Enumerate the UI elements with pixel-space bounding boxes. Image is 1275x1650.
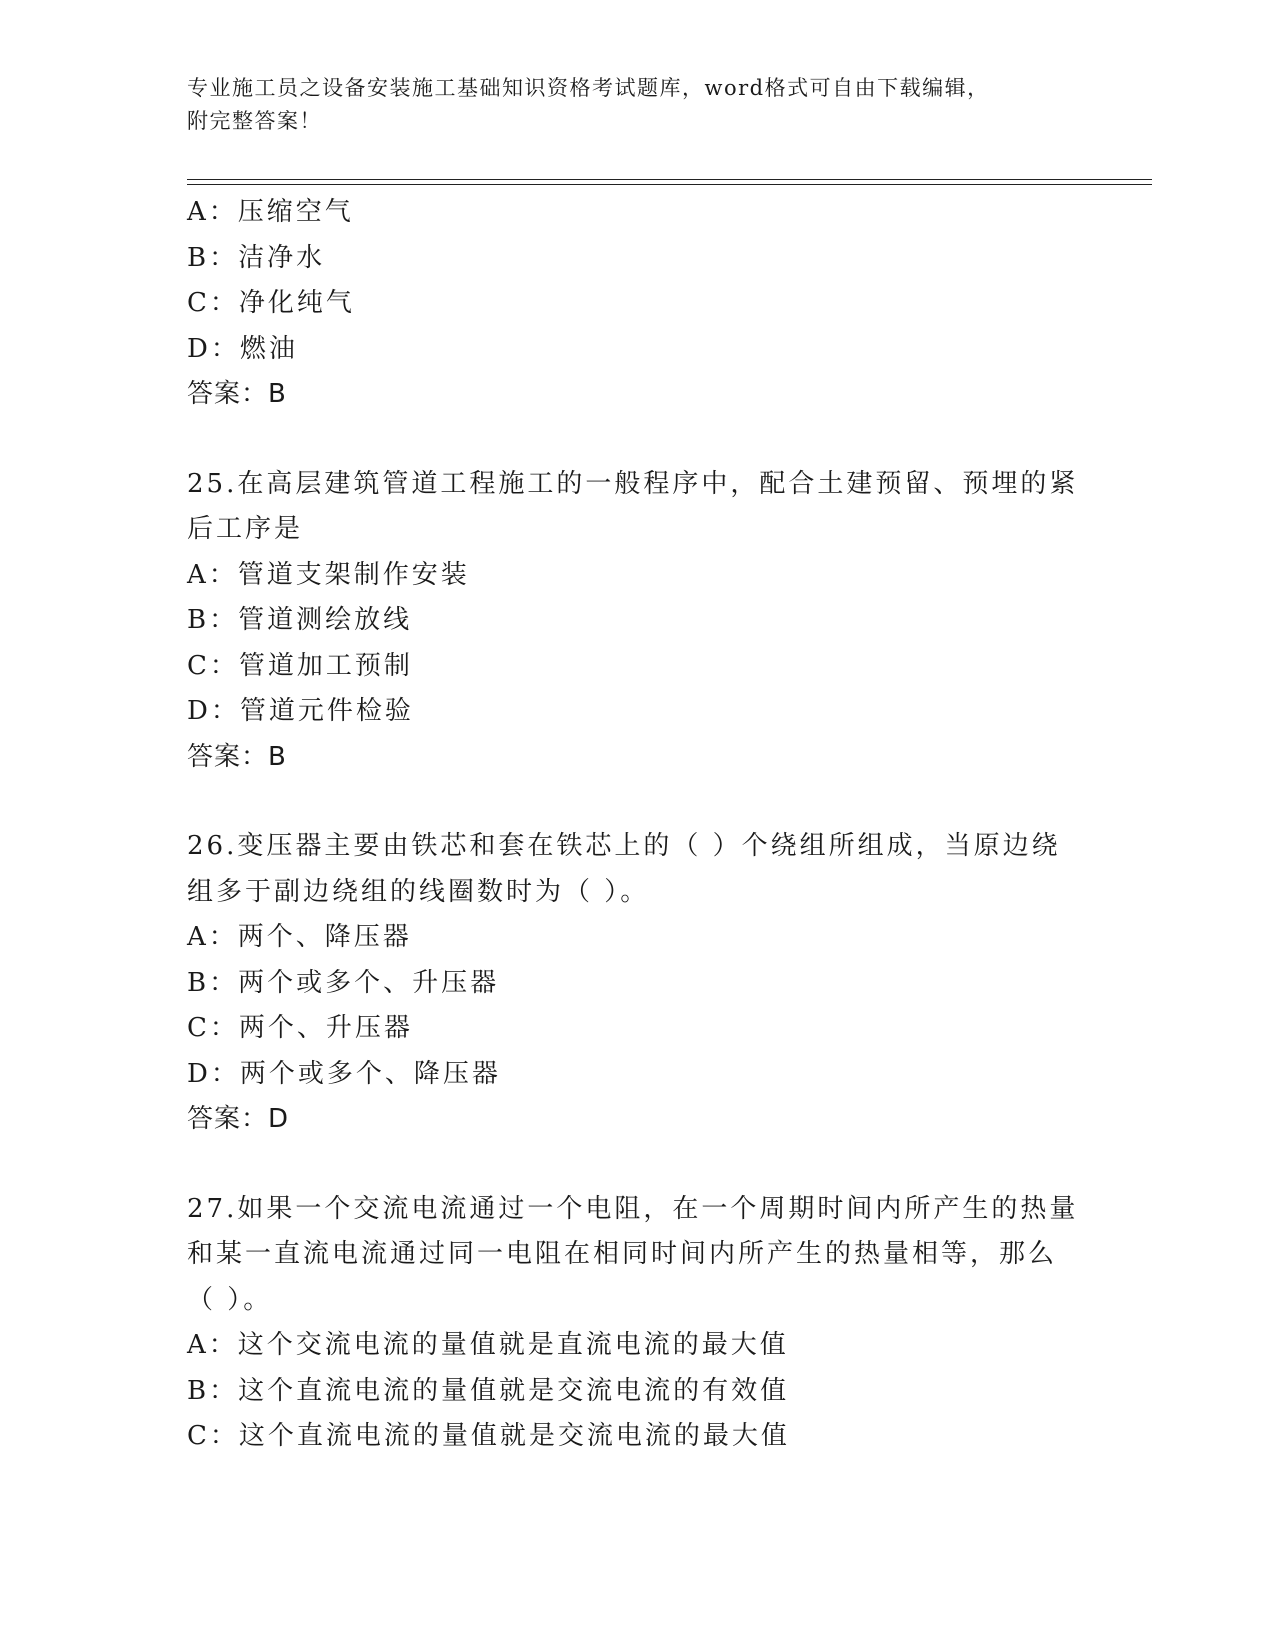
answer: 答案：B (187, 379, 287, 409)
option-b: B：这个直流电流的量值就是交流电流的有效值 (187, 1375, 790, 1406)
spacer (187, 418, 1087, 462)
option-a: A：这个交流电流的量值就是直流电流的最大值 (187, 1330, 789, 1360)
option-b: B：两个或多个、升压器 (187, 967, 500, 998)
option-c: C：两个、升压器 (187, 1013, 413, 1043)
header-line-2: 附完整答案！ (187, 109, 322, 133)
question-24 (187, 190, 1087, 418)
option-a: A：两个、降压器 (187, 922, 412, 952)
header-divider-bottom (187, 184, 1152, 185)
option-a: A：管道支架制作安装 (187, 559, 470, 590)
option-d: D：两个或多个、降压器 (187, 1058, 501, 1089)
option-b: B：管道测绘放线 (187, 605, 413, 635)
option-c: C：管道加工预制 (187, 650, 413, 681)
document-header (187, 72, 1087, 138)
question-text-line-2: 和某一直流电流通过同一电阻在相同时间内所产生的热量相等，那么 (187, 1239, 1058, 1269)
option-a: A：压缩空气 (187, 197, 354, 227)
spacer (187, 780, 1087, 824)
header-divider-top (187, 179, 1152, 180)
question-27 (187, 1187, 1087, 1460)
question-text-line-2: 组多于副边绕组的线圈数时为（ ）。 (187, 876, 650, 907)
option-c: C：净化纯气 (187, 288, 355, 318)
question-25 (187, 462, 1087, 781)
spacer (187, 1143, 1087, 1187)
question-text-line-1: 26.变压器主要由铁芯和套在铁芯上的（ ）个绕组所组成，当原边绕 (187, 831, 1061, 861)
header-line-1: 专业施工员之设备安装施工基础知识资格考试题库，word格式可自由下载编辑， (187, 76, 990, 100)
option-c: C：这个直流电流的量值就是交流电流的最大值 (187, 1421, 790, 1451)
question-26 (187, 824, 1087, 1143)
answer: 答案：D (187, 1104, 290, 1134)
question-text-line-2: 后工序是 (187, 514, 304, 544)
question-text-line-1: 25.在高层建筑管道工程施工的一般程序中，配合土建预留、预埋的紧 (187, 468, 1079, 499)
option-d: D：燃油 (187, 333, 298, 364)
answer: 答案：B (187, 741, 287, 772)
option-d: D：管道元件检验 (187, 696, 414, 726)
question-text-line-1: 27.如果一个交流电流通过一个电阻，在一个周期时间内所产生的热量 (187, 1193, 1079, 1224)
option-b: B：洁净水 (187, 242, 326, 273)
question-text-line-3: （ ）。 (187, 1284, 273, 1315)
question-list (187, 190, 1087, 1460)
